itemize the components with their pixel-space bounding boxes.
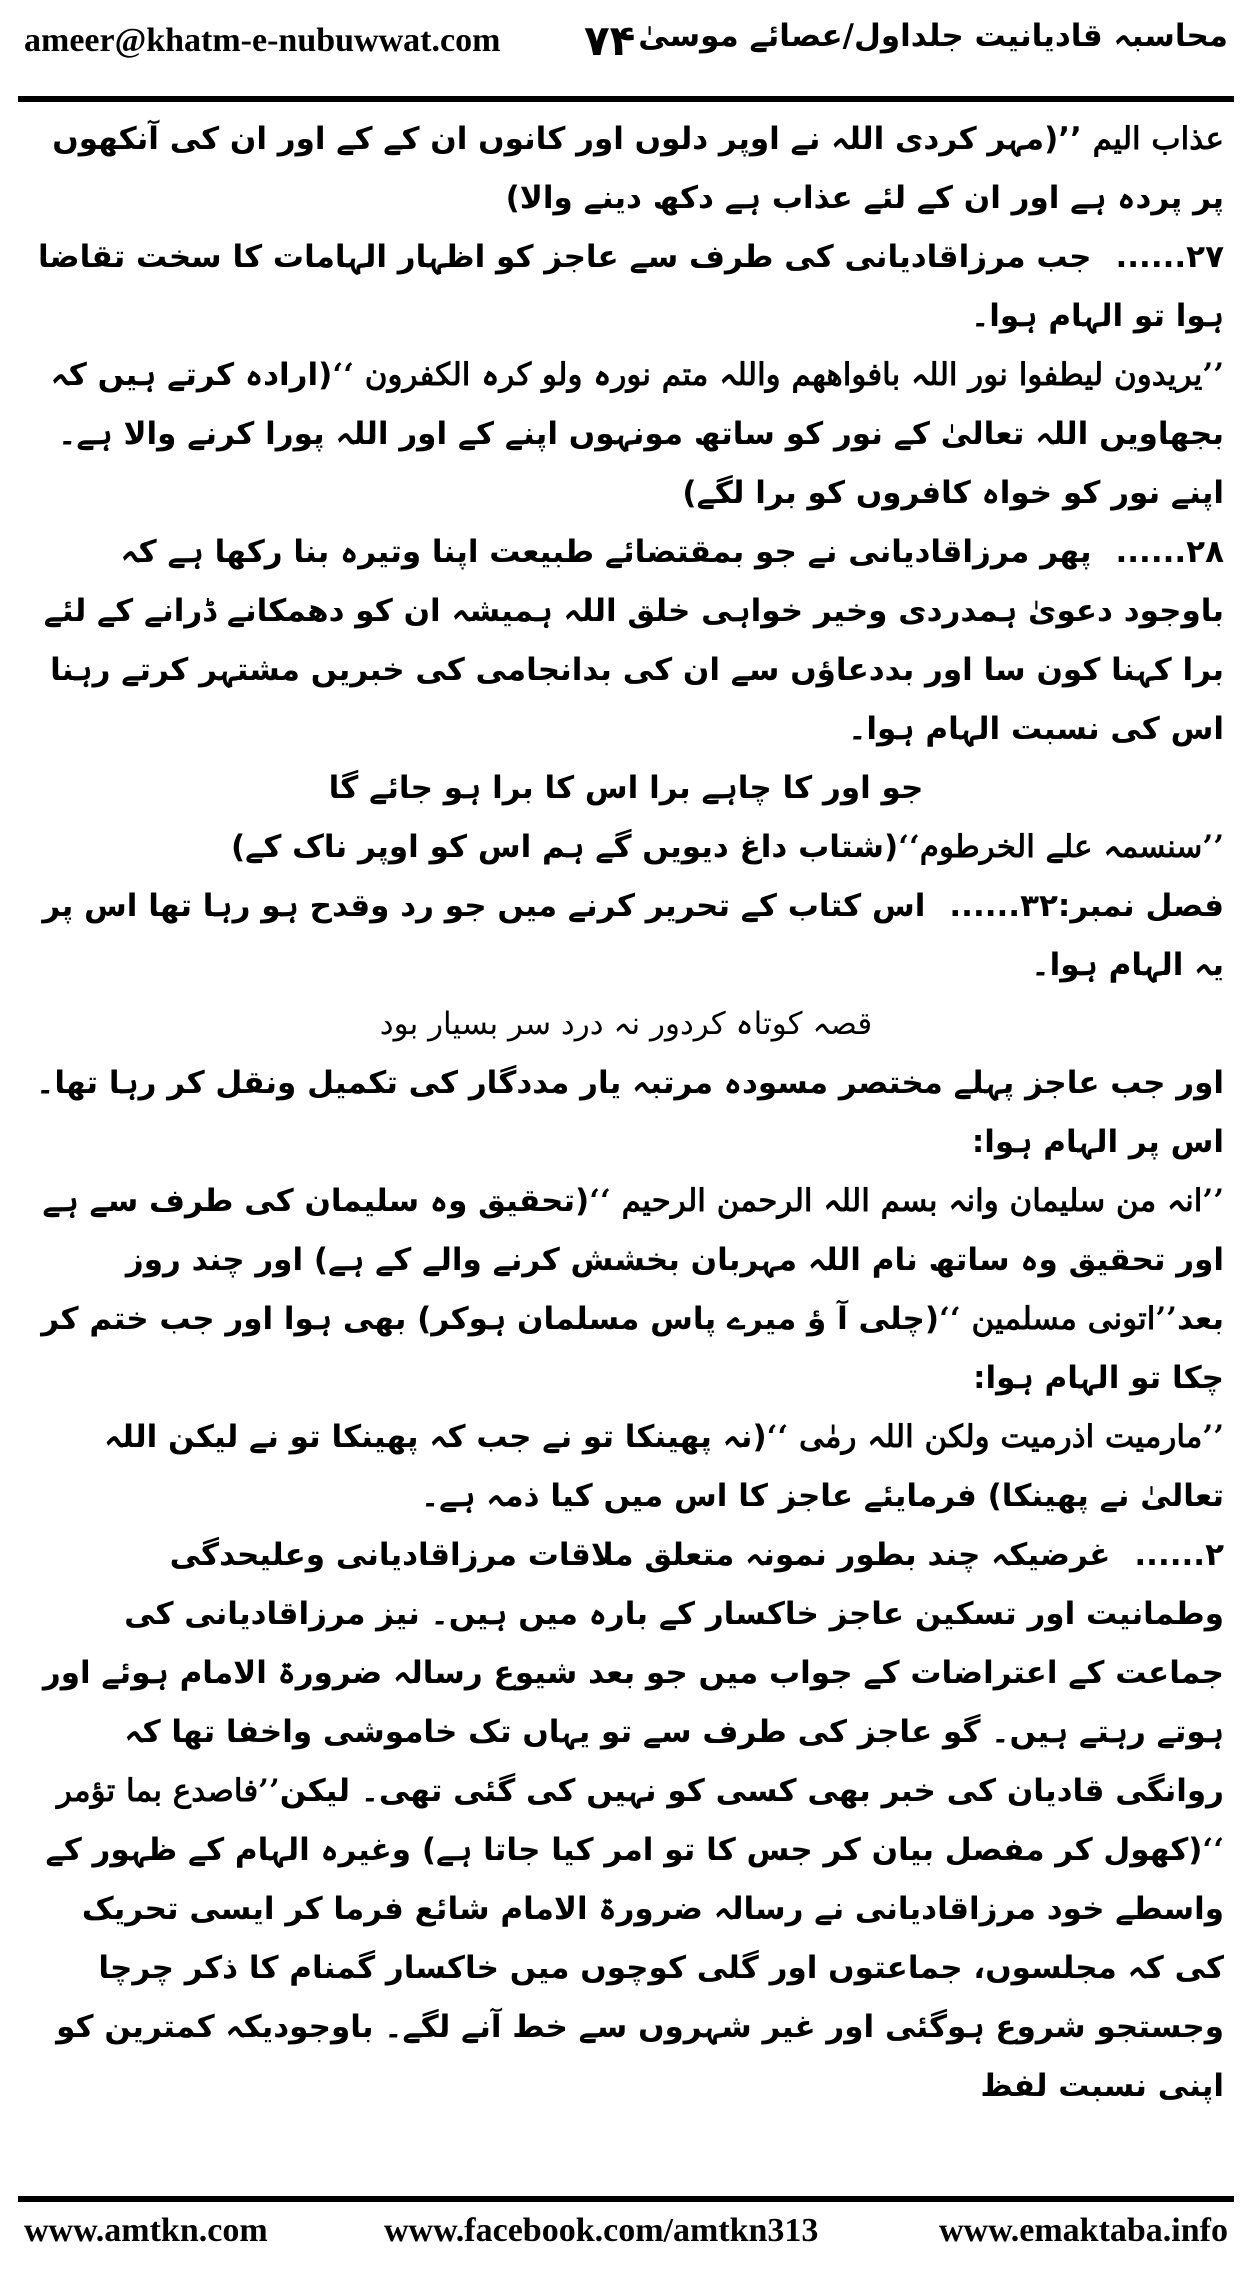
- paragraph-2: [28, 228, 1224, 346]
- footer-link-facebook[interactable]: www.facebook.com/amtkn313: [384, 2212, 819, 2249]
- section-label: فصل نمبر:۳۲......: [949, 888, 1224, 924]
- arabic-quote: ’’مارمیت اذرمیت ولکن اللہ رمٰی ‘‘: [766, 1419, 1224, 1455]
- paragraph-12: [28, 1526, 1224, 2116]
- paragraph-6: [28, 818, 1224, 877]
- paragraph-1: [28, 110, 1224, 228]
- footer-link-emaktaba[interactable]: www.emaktaba.info: [938, 2212, 1228, 2249]
- footer-link-amtkn[interactable]: www.amtkn.com: [24, 2212, 268, 2249]
- arabic-quote: ’’سنسمہ علے الخرطوم‘‘: [898, 829, 1224, 865]
- paragraph-text: (چلی آ ؤ میرے پاس مسلمان ہوکر) بھی ہوا اور جب ختم کر چکا تو الہام ہوا:: [41, 1301, 1224, 1396]
- paragraph-text: (کھول کر مفصل بیان کر جس کا تو امر کیا جاتا ہے) وغیرہ الہام کے ظہور کے واسطے خود مرزاقادیانی نے رسالہ ضرورۃ الامام شائع فرما کر ایسی تحریک کی کہ مجلسوں، جماعتوں اور گلی کوچوں میں خاکسار گمنام کا ذکر چرچا وجستجو شروع ہوگئی اور غیر شہروں سے خط آنے لگے۔ باوجودیکہ کمترین کو اپنی نسبت لفظ: [45, 1832, 1224, 2104]
- paragraph-text: غرضیکہ چند بطور نمونہ متعلق ملاقات مرزاقادیانی وعلیحدگی وطمانیت اور تسکین عاجز خاکسار کے بارہ میں ہیں۔ نیز مرزاقادیانی کی جماعت کے اعتراضات کے جواب میں جو بعد شیوع رسالہ ضرورۃ الامام ہوئے اور ہوتے رہتے ہیں۔ گو عاجز کی طرف سے تو یہاں تک خاموشی واخفا تھا کہ روانگی قادیان کی خبر بھی کسی کو نہیں کی گئی تھی۔ لیکن: [42, 1537, 1224, 1809]
- paragraph-4: [28, 523, 1224, 759]
- arabic-quote: ’’فاصدع بما تؤمر ‘‘: [56, 1773, 1224, 1868]
- paragraph-text: ’’(مہر کردی اللہ نے اوپر دلوں اور کانوں ان کے کے اور ان کی آنکھوں پر پردہ ہے اور ان کے لئے عذاب ہے دکھ دینے والا): [52, 121, 1224, 216]
- paragraph-text: (شتاب داغ دیویں گے ہم اس کو اوپر ناک کے): [230, 829, 899, 865]
- page-number: ۷۴: [584, 16, 636, 65]
- arabic-quote: ’’اتونی مسلمین ‘‘: [939, 1301, 1177, 1337]
- page-footer: [24, 2212, 1228, 2268]
- arabic-quote: عذاب الیم: [1092, 121, 1224, 157]
- page-header: [24, 14, 1228, 90]
- paragraph-text: (نہ پھینکا تو نے جب کہ پھینکا تو نے لیکن اللہ تعالیٰ نے پھینکا) فرمایئے عاجز کا اس میں کیا ذمہ ہے۔: [104, 1419, 1224, 1514]
- item-number: ۲۷......: [1115, 239, 1224, 275]
- paragraph-7: [28, 877, 1224, 995]
- paragraph-text: (تحقیق وہ سلیمان کی طرف سے ہے اور تحقیق وہ ساتھ نام اللہ مہربان بخشش کرنے والے کے ہے) اور چند روز بعد: [42, 1183, 1224, 1337]
- paragraph-3: [28, 346, 1224, 523]
- page-body: [28, 110, 1224, 2170]
- paragraph-text: (ارادہ کرتے ہیں کہ بجھاویں اللہ تعالیٰ کے نور کو ساتھ مونہوں اپنے کے اور اللہ پورا کرنے والا ہے۔ اپنے نور کو خواہ کافروں کو برا لگے): [50, 357, 1224, 511]
- item-number: ۲۸......: [1115, 534, 1224, 570]
- header-divider: [18, 96, 1234, 102]
- header-email: ameer@khatm-e-nubuwwat.com: [24, 22, 501, 59]
- arabic-quote: ’’انہ من سلیمان وانہ بسم اللہ الرحمن الرحیم ‘‘: [589, 1183, 1224, 1219]
- paragraph-text: پھر مرزاقادیانی نے جو بمقتضائے طبیعت اپنا وتیرہ بنا رکھا ہے کہ باوجود دعویٰ ہمدردی وخیر خواہی خلق اللہ ہمیشہ ان کو دھمکانے ڈرانے کے لئے برا کہنا کون سا اور بددعاؤں سے ان کی بدانجامی کی خبریں مشتہر کرتے رہنا اس کی نسبت الہام ہوا۔: [43, 534, 1224, 747]
- item-number: ۲......: [1134, 1537, 1224, 1573]
- paragraph-text: اس کتاب کے تحریر کرنے میں جو رد وقدح ہو رہا تھا اس پر یہ الہام ہوا۔: [42, 888, 1224, 983]
- arabic-quote: ’’یریدون لیطفوا نور اللہ بافواھھم واللہ متم نورہ ولو کرہ الکفرون ‘‘: [332, 357, 1224, 393]
- paragraph-10: [28, 1172, 1224, 1408]
- paragraph-text: جب مرزاقادیانی کی طرف سے عاجز کو اظہار الہامات کا سخت تقاضا ہوا تو الہام ہوا۔: [38, 239, 1224, 334]
- paragraph-11: [28, 1408, 1224, 1526]
- centered-verse: جو اور کا چاہے برا اس کا برا ہو جائے گا: [328, 770, 924, 806]
- persian-verse: قصہ کوتاہ کردور نہ درد سر بسیار بود: [379, 1006, 873, 1042]
- book-title: محاسبہ قادیانیت جلداول/عصائے موسیٰ: [638, 18, 1228, 54]
- footer-divider: [18, 2196, 1234, 2202]
- paragraph-9: اور جب عاجز پہلے مختصر مسودہ مرتبہ یار مددگار کی تکمیل ونقل کر رہا تھا۔ اس پر الہام ہوا:: [36, 1065, 1224, 1160]
